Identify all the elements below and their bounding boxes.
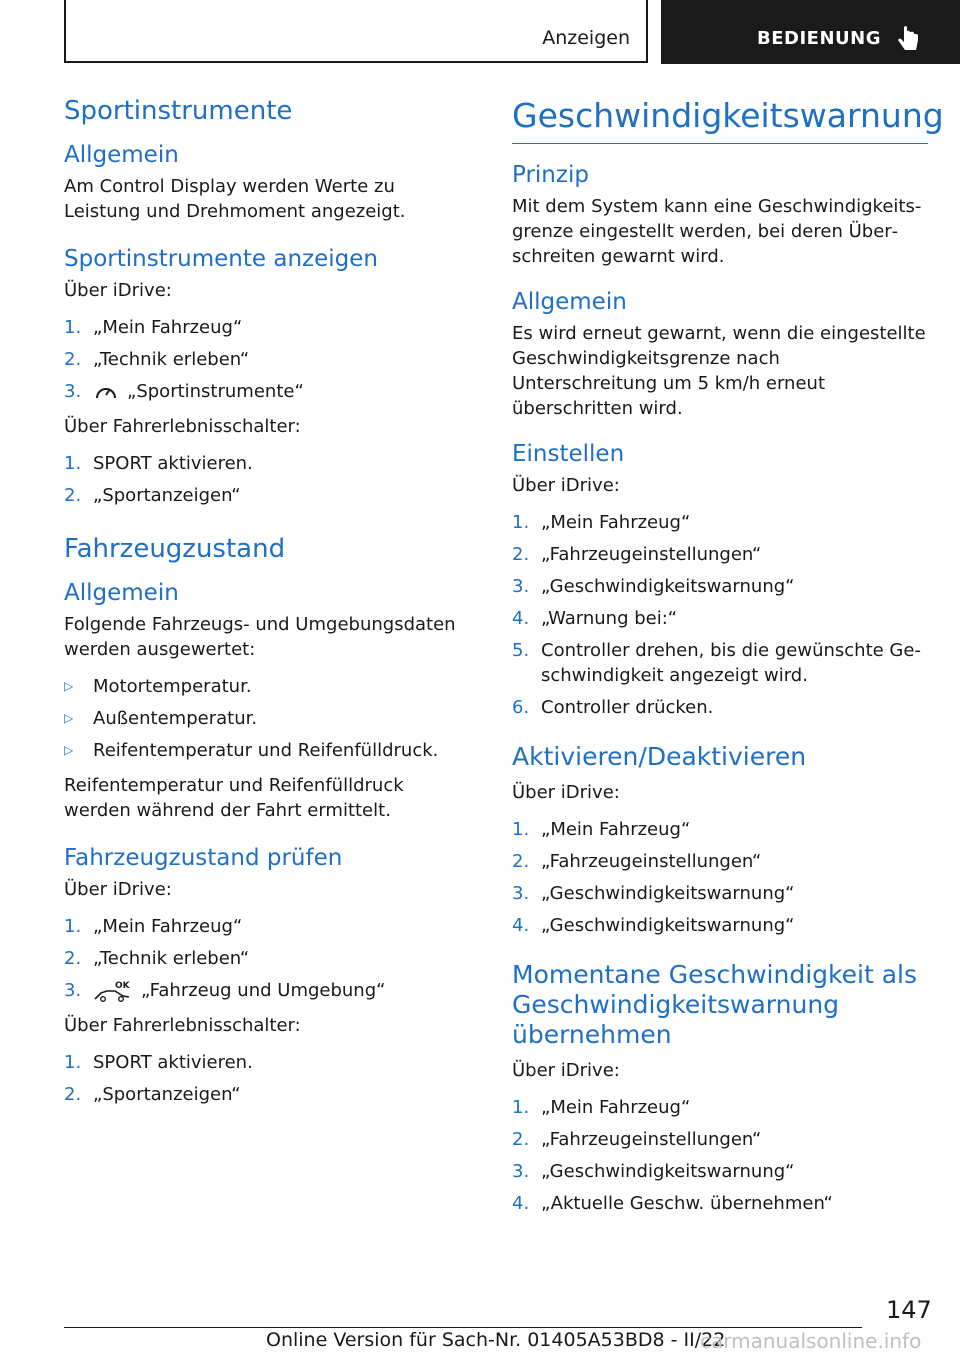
check-via-switch: Über Fahrerlebnisschalter: — [64, 1015, 301, 1036]
bullet-icon: ▷ — [64, 711, 74, 725]
chapter-tab — [661, 0, 960, 64]
speed-general-heading: Allgemein — [512, 289, 627, 315]
page-number: 147 — [886, 1296, 932, 1324]
list-item: 4. „Warnung bei:“ — [512, 608, 678, 629]
state-general-text: Folgende Fahrzeugs- und Umgebungsdaten werden ausgewertet: — [64, 614, 456, 660]
bullet-icon: ▷ — [64, 743, 74, 757]
svg-text:OK: OK — [115, 981, 130, 991]
adopt-heading: Momentane Geschwindigkeit als Geschwindigkeitswarnung übernehmen — [512, 960, 917, 1049]
list-item: 2. „Technik erleben“ — [64, 948, 250, 969]
list-item: 2. „Fahrzeugeinstellungen“ — [512, 544, 762, 565]
chapter-title: BEDIENUNG — [757, 28, 881, 49]
principle-heading: Prinzip — [512, 162, 589, 188]
list-item: 3. OK „Fahrzeug und Umgebung“ — [64, 980, 386, 1001]
list-item: 2. „Sportanzeigen“ — [64, 1084, 241, 1105]
header-section-box — [64, 0, 648, 63]
state-check-heading: Fahrzeugzustand prüfen — [64, 845, 343, 871]
list-item: 1. SPORT aktivieren. — [64, 1052, 253, 1073]
list-item: 3. „Geschwindigkeitswarnung“ — [512, 1161, 795, 1182]
list-item: 1. „Mein Fahrzeug“ — [512, 512, 691, 533]
list-item: 3. „Geschwindigkeitswarnung“ — [512, 883, 795, 904]
state-note: Reifentemperatur und Reifenfülldruck werden während der Fahrt ermittelt. — [64, 775, 404, 821]
vehicle-state-title: Fahrzeugzustand — [64, 534, 286, 564]
list-item: 2. „Fahrzeugeinstellungen“ — [512, 1129, 762, 1150]
hand-pointer-icon — [896, 24, 922, 56]
list-item: ▷ Reifentemperatur und Reifenfülldruck. — [64, 740, 439, 761]
list-item: 4. „Geschwindigkeitswarnung“ — [512, 915, 795, 936]
toggle-steps-list — [512, 817, 928, 938]
sport-instruments-title: Sportinstrumente — [64, 96, 293, 126]
list-item: 1. „Mein Fahrzeug“ — [512, 819, 691, 840]
set-steps-list — [512, 510, 928, 720]
adopt-via-idrive: Über iDrive: — [512, 1060, 620, 1081]
left-column — [64, 96, 474, 1117]
list-item: 1. „Mein Fahrzeug“ — [512, 1097, 691, 1118]
list-item: 1. „Mein Fahrzeug“ — [64, 916, 243, 937]
online-version-note: Online Version für Sach-Nr. 01405A53BD8 - II/22 — [266, 1329, 726, 1351]
list-item: 5. Controller drehen, bis die gewünschte Geschwindigkeit angezeigt wird. — [512, 640, 921, 686]
list-item: ▷ Außentemperatur. — [64, 708, 258, 729]
sport-show-heading: Sportinstrumente anzeigen — [64, 246, 378, 272]
show-via-idrive: Über iDrive: — [64, 280, 172, 301]
check-via-idrive: Über iDrive: — [64, 879, 172, 900]
show-steps-list — [64, 315, 474, 404]
toggle-heading: Aktivieren/Deaktivieren — [512, 742, 807, 771]
list-item: 6. Controller drücken. — [512, 697, 714, 718]
check-switch-steps-list — [64, 1050, 474, 1107]
list-item: 4. „Aktuelle Geschw. übernehmen“ — [512, 1193, 833, 1214]
bullet-icon: ▷ — [64, 679, 74, 693]
watermark: carmanualsonline.info — [700, 1329, 922, 1353]
list-item: 2. „Fahrzeugeinstellungen“ — [512, 851, 762, 872]
list-item: 1. „Mein Fahrzeug“ — [64, 317, 243, 338]
speed-general-text: Es wird erneut gewarnt, wenn die eingestellte Geschwindigkeitsgrenze nach Unterschreitung um 5 km/h erneut überschritten wird. — [512, 323, 926, 419]
list-item: 3. „Sportinstrumente“ — [64, 381, 304, 402]
toggle-via-idrive: Über iDrive: — [512, 782, 620, 803]
set-heading: Einstellen — [512, 441, 625, 467]
car-ok-icon — [93, 980, 133, 1002]
principle-text: Mit dem System kann eine Geschwindigkeitsgrenze eingestellt werden, bei deren Überschreiten gewarnt wird. — [512, 196, 922, 267]
adopt-steps-list — [512, 1095, 928, 1216]
section-title: Anzeigen — [542, 27, 630, 49]
list-item: 1. SPORT aktivieren. — [64, 453, 253, 474]
sport-general-text: Am Control Display werden Werte zu Leistung und Drehmoment angezeigt. — [64, 176, 406, 222]
gauge-icon — [93, 382, 119, 402]
list-item: 2. „Sportanzeigen“ — [64, 485, 241, 506]
show-switch-steps-list — [64, 451, 474, 508]
set-via-idrive: Über iDrive: — [512, 475, 620, 496]
state-bullet-list — [64, 674, 474, 763]
right-column — [512, 96, 944, 1226]
state-general-heading: Allgemein — [64, 580, 179, 606]
footer-divider — [64, 1327, 862, 1328]
show-via-switch: Über Fahrerlebnisschalter: — [64, 416, 301, 437]
list-item: ▷ Motortemperatur. — [64, 676, 252, 697]
list-item: 3. „Geschwindigkeitswarnung“ — [512, 576, 795, 597]
speed-warning-title: Geschwindigkeitswarnung — [512, 96, 928, 144]
list-item: 2. „Technik erleben“ — [64, 349, 250, 370]
check-steps-list — [64, 914, 474, 1003]
sport-general-heading: Allgemein — [64, 142, 179, 168]
